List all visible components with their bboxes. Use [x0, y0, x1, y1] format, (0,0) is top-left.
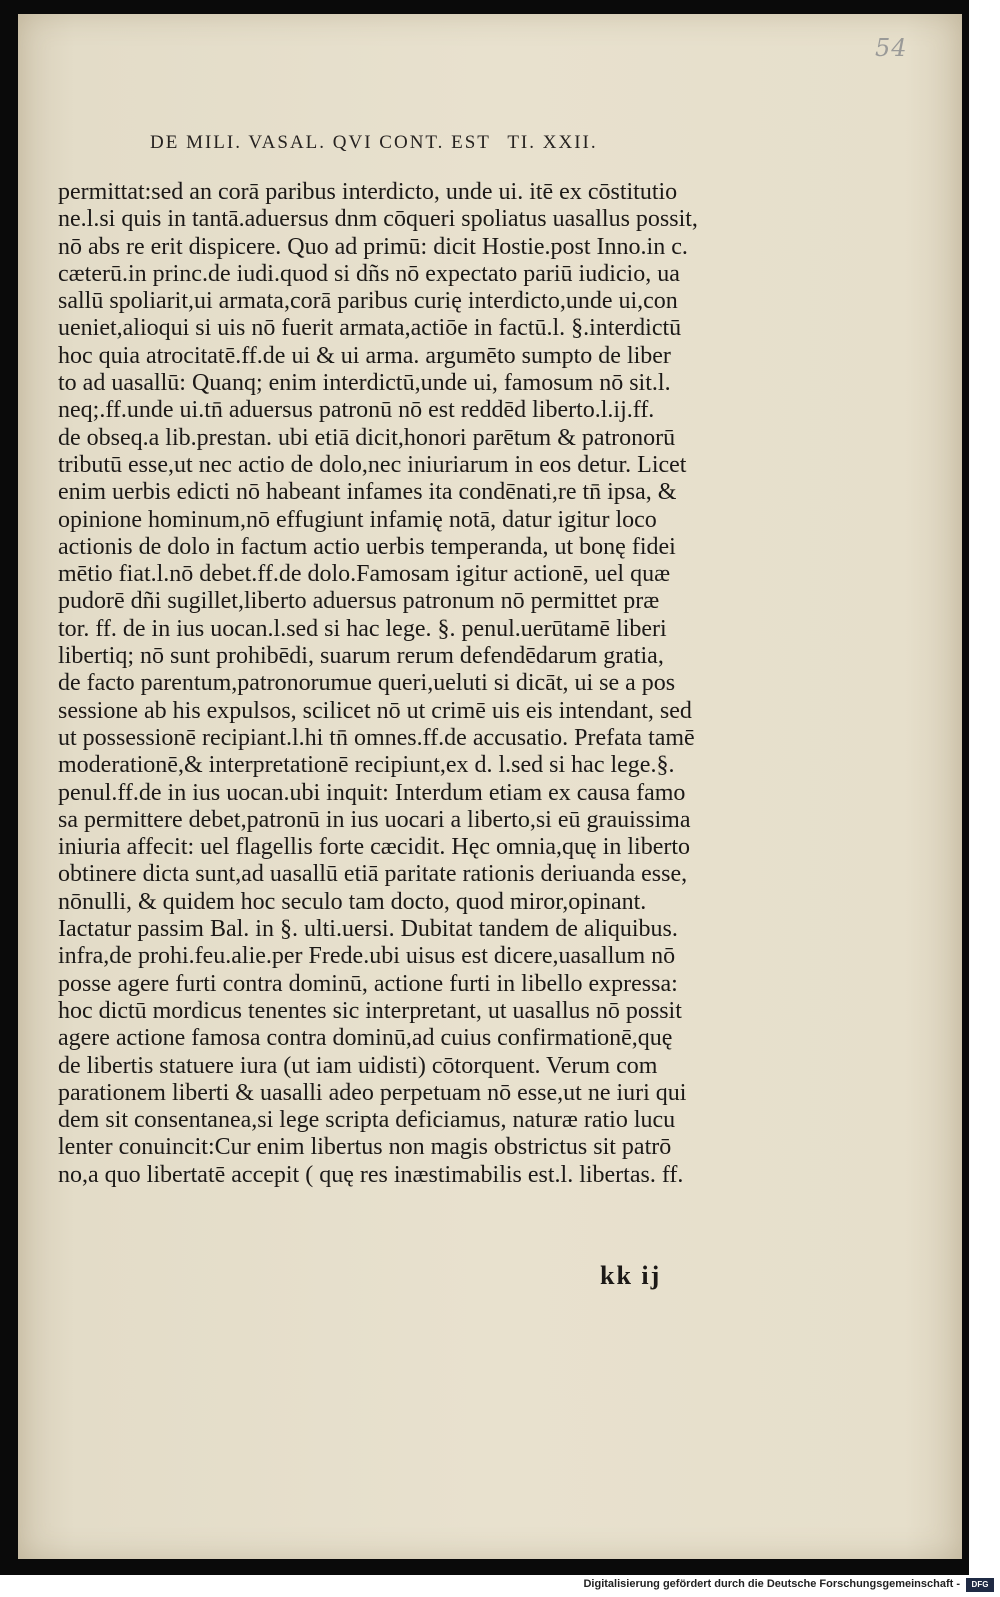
text-line: ut possessionē recipiant.l.hi tn̄ omnes.ff.de accusatio. Prefata tamē: [58, 724, 695, 751]
text-line: mētio fiat.l.nō debet.ff.de dolo.Famosam igitur actionē, uel quæ: [58, 561, 671, 588]
text-line: dem sit consentanea,si lege scripta deficiamus, naturæ ratio lucu: [58, 1107, 676, 1134]
footer-bar: [0, 1575, 1000, 1597]
text-line: de libertis statuere iura (ut iam uidisti) cōtorquent. Verum com: [58, 1052, 658, 1079]
text-line: nōnulli, & quidem hoc seculo tam docto, quod miror,opinant.: [58, 888, 647, 915]
page-number-annotation: 54: [875, 34, 908, 62]
body-text: [58, 179, 758, 1189]
signature-mark: kk ij: [600, 1261, 662, 1290]
text-line: to ad uasallū: Quanq; enim interdictū,unde ui, famosum nō sit.l.: [58, 370, 671, 397]
text-line: de obseq.a lib.prestan. ubi etiā dicit,honori parētum & patronorū: [58, 424, 676, 451]
footer-credit: Digitalisierung gefördert durch die Deutsche Forschungsgemeinschaft -: [583, 1578, 960, 1590]
text-line: actionis de dolo in factum actio uerbis temperanda, ut bonę fidei: [58, 533, 676, 560]
text-line: libertiq; nō sunt prohibēdi, suarum rerum defendēdarum gratia,: [58, 643, 664, 670]
text-line: no,a quo libertatē accepit ( quę res inæstimabilis est.l. libertas. ff.: [58, 1161, 684, 1188]
text-line: permittat:sed an corā paribus interdicto, unde ui. itē ex cōstitutio: [58, 179, 678, 205]
text-line: ne.l.si quis in tantā.aduersus dnm cōqueri spoliatus uasallus possit,: [58, 206, 698, 233]
text-line: penul.ff.de in ius uocan.ubi inquit: Interdum etiam ex causa famo: [58, 779, 686, 806]
text-line: posse agere furti contra dominū, actione furti in libello expressa:: [58, 970, 678, 997]
dfg-logo: DFG: [966, 1578, 994, 1592]
text-line: hoc quia atrocitatē.ff.de ui & ui arma. argumēto sumpto de liber: [58, 342, 671, 369]
text-line: neq;.ff.unde ui.tn̄ aduersus patronū nō est reddēd liberto.l.ij.ff.: [58, 397, 655, 424]
running-head: [150, 132, 770, 154]
text-line: tributū esse,ut nec actio de dolo,nec iniuriarum in eos detur. Licet: [58, 451, 687, 478]
text-line: pudorē dñi sugillet,liberto aduersus patronum nō permittet præ: [58, 588, 660, 615]
text-line: opinione hominum,nō effugiunt infamię notā, datur igitur loco: [58, 506, 657, 533]
text-line: lenter conuincit:Cur enim libertus non magis obstrictus sit patrō: [58, 1134, 672, 1161]
text-line: sa permittere debet,patronū in ius uocari a liberto,si eū grauissima: [58, 806, 691, 833]
text-line: hoc dictū mordicus tenentes sic interpretant, ut uasallus nō possit: [58, 997, 682, 1024]
running-head-section: TI. XXII.: [507, 132, 598, 153]
text-line: agere actione famosa contra dominū,ad cuius confirmationē,quę: [58, 1025, 673, 1052]
text-line: tor. ff. de in ius uocan.l.sed si hac lege. §. penul.uerūtamē liberi: [58, 615, 667, 642]
text-line: obtinere dicta sunt,ad uasallū etiā paritate rationis deriuanda esse,: [58, 861, 688, 888]
text-line: iniuria affecit: uel flagellis forte cæcidit. Hęc omnia,quę in liberto: [58, 834, 691, 861]
text-line: de facto parentum,patronorumue queri,ueluti si dicāt, ui se a pos: [58, 670, 676, 697]
text-line: moderationē,& interpretationē recipiunt,ex d. l.sed si hac lege.§.: [58, 752, 675, 779]
text-line: sallū spoliarit,ui armata,corā paribus curię interdicto,unde ui,con: [58, 288, 678, 315]
text-line: sessione ab his expulsos, scilicet nō ut crimē uis eis intendant, sed: [58, 697, 692, 724]
text-line: Iactatur passim Bal. in §. ulti.uersi. Dubitat tandem de aliquibus.: [58, 916, 678, 943]
book-page: [18, 14, 962, 1559]
text-line: parationem liberti & uasalli adeo perpetuam nō esse,ut ne iuri qui: [58, 1079, 687, 1106]
running-head-title: DE MILI. VASAL. QVI CONT. EST: [150, 132, 491, 153]
text-line: nō abs re erit dispicere. Quo ad primū: dicit Hostie.post Inno.in c.: [58, 233, 688, 260]
text-line: infra,de prohi.feu.alie.per Frede.ubi uisus est dicere,uasallum nō: [58, 943, 676, 970]
text-line: ueniet,alioqui si uis nō fuerit armata,actiōe in factū.l. §.interdictū: [58, 315, 682, 342]
text-line: cæterū.in princ.de iudi.quod si dñs nō expectato pariū iudicio, ua: [58, 260, 680, 287]
text-line: enim uerbis edicti nō habeant infames ita condēnati,re tn̄ ipsa, &: [58, 479, 677, 506]
